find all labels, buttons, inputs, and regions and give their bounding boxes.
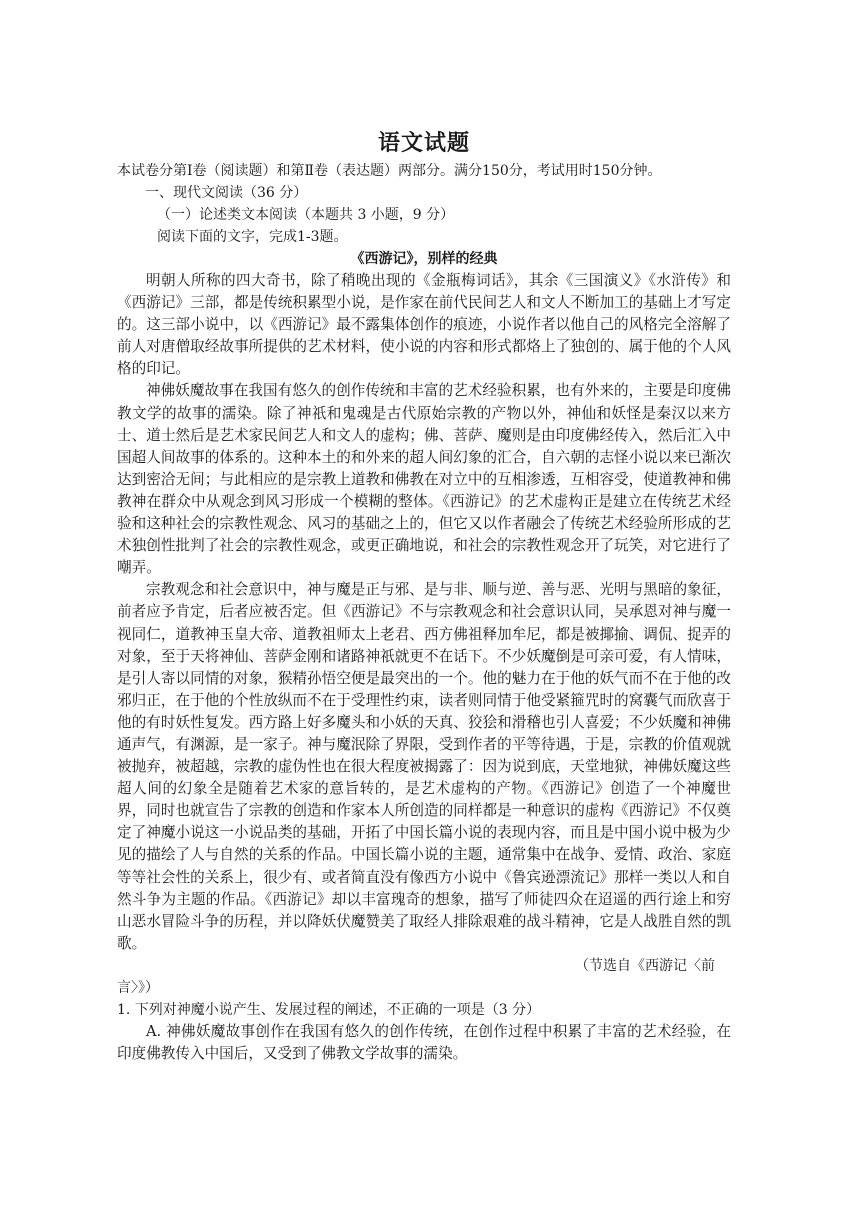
subsection-heading: （一）论述类文本阅读（本题共 3 小题，9 分） (157, 207, 455, 223)
article-paragraph-1: 明朝人所称的四大奇书，除了稍晚出现的《金瓶梅词话》，其余《三国演义》《水浒传》和《西游记》三部，都是传统积累型小说，是作家在前代民间艺人和文人不断加工的基础上才写定的。这三部小说中，以《西游记》最不露集体创作的痕迹，小说作者以他自己的风格完全溶解了前人对唐僧取经故事所提供的艺术材料，使小说的内容和形式都烙上了独创的、属于他的个人风格的印记。 (117, 272, 731, 378)
question-1-option-a: A. 神佛妖魔故事创作在我国有悠久的创作传统，在创作过程中积累了丰富的艺术经验，在印度佛教传入中国后，又受到了佛教文学故事的濡染。 (117, 1022, 731, 1062)
question-1-stem: 1. 下列对神魔小说产生、发展过程的阐述，不正确的一项是（3 分） (117, 1001, 541, 1018)
article-title: 《西游记》，别样的经典 (350, 251, 498, 267)
article-paragraph-3: 宗教观念和社会意识中，神与魔是正与邪、是与非、顺与逆、善与恶、光明与黑暗的象征，前者应予肯定，后者应被否定。但《西游记》不与宗教观念和社会意识认同，吴承恩对神与魔一视同仁，道教神玉皇大帝、道教祖师太上老君、西方佛祖释加牟尼，都是被揶揄、调侃、捉弄的对象，至于天将神仙、菩萨金刚和诸路神祇就更不在话下。不少妖魔倒是可亲可爱，有人情味，是引人寄以同情的对象，猴精孙悟空便是最突出的一个。他的魅力在于他的妖气而不在于他的改邪归正，在于他的个性放纵而不在于受理性约束，读者则同情于他受紧箍咒时的窝囊气而欣喜于他的有时妖性复发。西方路上好多魔头和小妖的天真、狡狯和滑稽也引人喜爱；不少妖魔和神佛通声气，有渊源，是一家子。神与魔泯除了界限，受到作者的平等待遇，于是，宗教的价值观就被抛弃，被超越，宗教的虚伪性也在很大程度被揭露了：因为说到底，天堂地狱，神佛妖魔这些超人间的幻象全是随着艺术家的意旨转的，是艺术虚构的产物。《西游记》创造了一个神魔世界，同时也就宣告了宗教的创造和作家本人所创造的同样都是一种意识的虚构《西游记》不仅奠定了神魔小说这一小说品类的基础，开拓了中国长篇小说的表现内容，而且是中国小说中极为少见的描绘了人与自然的关系的作品。中国长篇小说的主题，通常集中在战争、爱情、政治、家庭等等社会性的关系上，很少有、或者简直没有像西方小说中《鲁宾逊漂流记》那样一类以人和自然斗争为主题的作品。《西游记》却以丰富瑰奇的想象，描写了师徒四众在迢遥的西行途上和穷山恶水冒险斗争的历程，并以降妖伏魔赞美了取经人排除艰难的战斗精神，它是人战胜自然的凯歌。 (117, 581, 731, 952)
reading-instruction: 阅读下面的文字，完成1-3题。 (157, 229, 348, 245)
section-heading: 一、现代文阅读（36 分） (145, 185, 308, 201)
exam-intro: 本试卷分第Ⅰ卷（阅读题）和第Ⅱ卷（表达题）两部分。满分150分，考试用时150分钟。 (117, 163, 662, 179)
source-note: （节选自《西游记〈前 (575, 957, 715, 974)
exam-title: 语文试题 (377, 130, 470, 156)
source-note-continued: 言〉》） (117, 979, 159, 996)
exam-page (117, 128, 731, 1065)
article-paragraph-2: 神佛妖魔故事在我国有悠久的创作传统和丰富的艺术经验积累，也有外来的，主要是印度佛教文学的故事的濡染。除了神祇和鬼魂是古代原始宗教的产物以外，神仙和妖怪是秦汉以来方士、道士然后是艺术家民间艺人和文人的虚构；佛、菩萨、魔则是由印度佛经传入，然后汇入中国超人间故事的体系的。这种本土的和外来的超人间幻象的汇合，自六朝的志怪小说以来已渐次达到密洽无间；与此相应的是宗教上道教和佛教在对立中的互相渗透，互相容受，使道教神和佛教神在群众中从观念到风习形成一个模糊的整体。《西游记》的艺术虚构正是建立在传统艺术经验和这种社会的宗教性观念、风习的基础之上的，但它又以作者融会了传统艺术经验所形成的艺术独创性批判了社会的宗教性观念，或更正确地说，和社会的宗教性观念开了玩笑，对它进行了嘲弄。 (117, 382, 731, 577)
